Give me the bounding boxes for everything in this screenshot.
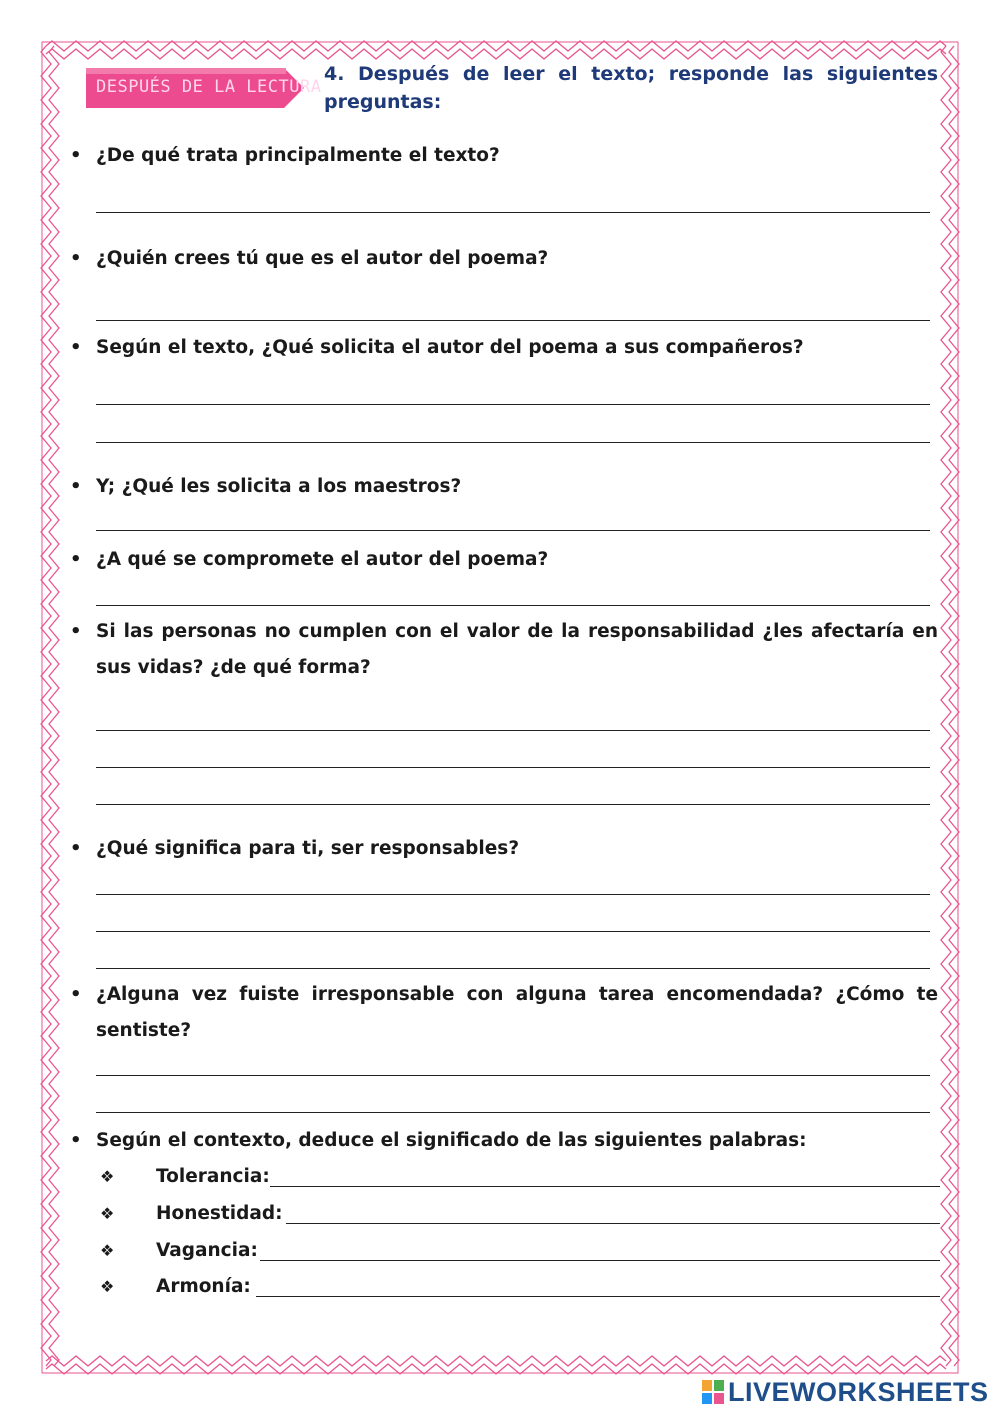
border-zigzag xyxy=(46,1356,946,1366)
bullet-icon: • xyxy=(70,337,82,358)
bullet-icon: • xyxy=(70,984,82,1005)
answer-line[interactable] xyxy=(96,1075,930,1076)
activity-instruction: 4. Después de leer el texto; responde las siguientes preguntas: xyxy=(324,63,938,113)
answer-line[interactable] xyxy=(96,894,930,895)
vocabulary-item-armonia xyxy=(96,1274,940,1300)
question-item xyxy=(70,330,938,366)
question-item xyxy=(70,542,938,578)
diamond-bullet-icon: ❖ xyxy=(100,1204,115,1223)
question-text: ¿A qué se compromete el autor del poema? xyxy=(96,549,549,570)
bullet-icon: • xyxy=(70,549,82,570)
question-item xyxy=(70,977,938,1049)
answer-line[interactable] xyxy=(96,968,930,969)
question-text: ¿Alguna vez fuiste irresponsable con alguna tarea encomendada? ¿Cómo te sentiste? xyxy=(96,984,938,1041)
diamond-bullet-icon: ❖ xyxy=(100,1241,115,1260)
question-item xyxy=(70,614,938,686)
answer-line[interactable] xyxy=(96,1112,930,1113)
bullet-icon: • xyxy=(70,1130,82,1151)
banner-label: DESPUÉS DE LA LECTURA xyxy=(96,77,322,97)
brand-name: LIVEWORKSHEETS xyxy=(728,1377,989,1407)
vocabulary-label: Armonía: xyxy=(156,1276,251,1297)
question-text: Y; ¿Qué les solicita a los maestros? xyxy=(96,476,462,497)
vocabulary-item-tolerancia xyxy=(96,1164,940,1190)
vocabulary-label: Tolerancia: xyxy=(156,1166,270,1187)
question-text: ¿Quién crees tú que es el autor del poema? xyxy=(96,248,549,269)
answer-line[interactable] xyxy=(286,1223,940,1224)
vocabulary-label: Vagancia: xyxy=(156,1240,258,1261)
question-text: Según el texto, ¿Qué solicita el autor del poema a sus compañeros? xyxy=(96,337,804,358)
answer-line[interactable] xyxy=(96,931,930,932)
vocabulary-item-vagancia xyxy=(96,1238,940,1264)
answer-line[interactable] xyxy=(270,1186,940,1187)
bullet-icon: • xyxy=(70,476,82,497)
answer-line[interactable] xyxy=(96,404,930,405)
vocabulary-label: Honestidad: xyxy=(156,1203,283,1224)
diamond-bullet-icon: ❖ xyxy=(100,1277,115,1296)
bullet-icon: • xyxy=(70,838,82,859)
bullet-icon: • xyxy=(70,248,82,269)
logo-grid-icon xyxy=(702,1380,724,1404)
answer-line[interactable] xyxy=(96,530,930,531)
liveworksheets-logo xyxy=(702,1377,992,1407)
bullet-icon: • xyxy=(70,145,82,166)
answer-line[interactable] xyxy=(96,730,930,731)
question-item xyxy=(70,241,938,277)
answer-line[interactable] xyxy=(96,320,930,321)
answer-line[interactable] xyxy=(96,767,930,768)
answer-line[interactable] xyxy=(96,804,930,805)
question-item xyxy=(70,831,938,867)
diamond-bullet-icon: ❖ xyxy=(100,1167,115,1186)
answer-line[interactable] xyxy=(260,1260,940,1261)
question-text: ¿De qué trata principalmente el texto? xyxy=(96,145,500,166)
question-text: ¿Qué significa para ti, ser responsables? xyxy=(96,838,520,859)
section-banner xyxy=(86,66,322,110)
vocabulary-item-honestidad xyxy=(96,1201,940,1227)
bullet-icon: • xyxy=(70,621,82,642)
question-item xyxy=(70,469,938,505)
question-item xyxy=(70,1123,938,1159)
question-text: Si las personas no cumplen con el valor de la responsabilidad ¿les afectaría en sus vidas? ¿de qué forma? xyxy=(96,621,938,678)
question-text: Según el contexto, deduce el significado de las siguientes palabras: xyxy=(96,1130,807,1151)
answer-line[interactable] xyxy=(96,605,930,606)
answer-line[interactable] xyxy=(256,1296,940,1297)
answer-line[interactable] xyxy=(96,212,930,213)
answer-line[interactable] xyxy=(96,442,930,443)
question-item xyxy=(70,138,938,174)
